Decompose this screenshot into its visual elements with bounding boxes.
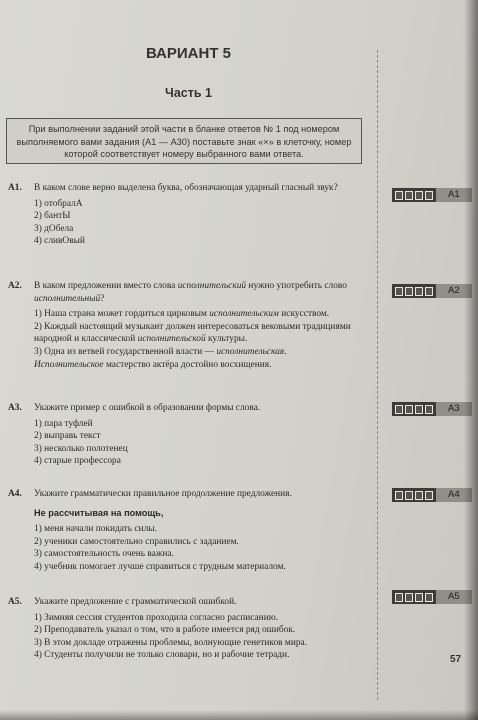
sentence-start: Не рассчитывая на помощь,: [34, 507, 164, 518]
margin-divider: [377, 50, 378, 700]
question-text: Укажите пример с ошибкой в образовании формы слова.: [34, 403, 261, 413]
option: 4) старые профессора: [34, 456, 121, 467]
option: 1) отобралА: [34, 198, 83, 209]
answer-cells[interactable]: [392, 188, 436, 202]
question-number: А5.: [8, 597, 22, 607]
question-a2: [8, 280, 370, 371]
option: 2) бантЫ: [34, 211, 71, 222]
question-text: В каком слове верно выделена буква, обозначающая ударный гласный звук?: [34, 183, 338, 193]
question-number: А2.: [8, 281, 22, 291]
option: 3) дОбела: [34, 223, 74, 234]
option: 1) Зимняя сессия студентов проходила согласно расписанию.: [34, 612, 279, 623]
option: 3) самостоятельность очень важна.: [34, 549, 174, 560]
page-number: 57: [450, 654, 462, 665]
option: 3) В этом докладе отражены проблемы, волнующие генетиков мира.: [34, 637, 308, 648]
option: 3) Одна из ветвей государственной власти — исполнительская.: [34, 346, 287, 357]
question-a5: [8, 596, 370, 662]
answer-label: A1: [436, 188, 472, 202]
option: 4) сливОвый: [34, 236, 85, 247]
answer-box-a1[interactable]: [392, 188, 472, 202]
option: 4) Студенты получили не только словари, но и рабочие тетради.: [34, 650, 290, 661]
answer-box-a3[interactable]: [392, 402, 472, 416]
question-text: Укажите грамматически правильное продолжение предложения.: [34, 489, 292, 499]
question-number: А4.: [8, 489, 22, 499]
option: 1) Наша страна может гордиться цирковым исполнительским искусством.: [34, 309, 330, 320]
answer-label: A3: [436, 402, 472, 416]
option: 2) Каждый настоящий музыкант должен интересоваться вековыми традициями народной и классической исполнительской культуры.: [34, 321, 351, 345]
option: 2) Преподаватель указал о том, что в работе имеется ряд ошибок.: [34, 625, 296, 636]
option: 1) меня начали покидать силы.: [34, 524, 157, 535]
instructions-box: При выполнении заданий этой части в бланке ответов № 1 под номером выполняемого вами задания (А1 — А30) поставьте знак «×» в клеточку, номер которой соответствует номеру выбранного вами ответа.: [6, 118, 362, 164]
variant-title: ВАРИАНТ 5: [145, 45, 232, 62]
answer-label: A2: [436, 284, 472, 298]
answer-label: A4: [436, 488, 472, 502]
question-a1: [8, 182, 370, 248]
question-text: Укажите предложение с грамматической ошибкой.: [34, 597, 237, 607]
answer-cells[interactable]: [392, 402, 436, 416]
answer-cells[interactable]: [392, 284, 436, 298]
question-text: В каком предложении вместо слова исполнительский нужно употребить слово исполнительный?: [34, 281, 347, 304]
part-title: Часть 1: [165, 86, 212, 100]
option: Исполнительское мастерство актёра достойно восхищения.: [34, 359, 272, 370]
option: 2) ученики самостоятельно справились с заданием.: [34, 536, 239, 547]
question-number: А1.: [8, 183, 22, 193]
question-a4: [8, 488, 370, 574]
answer-box-a5[interactable]: [392, 590, 472, 604]
page-bottom-shadow: [0, 710, 478, 720]
option: 2) выправь текст: [34, 431, 101, 442]
answer-cells[interactable]: [392, 488, 436, 502]
option: 1) пара туфлей: [34, 418, 93, 429]
option: 3) несколько полотенец: [34, 443, 128, 454]
answer-box-a2[interactable]: [392, 284, 472, 298]
option: 4) учебник помогает лучше справиться с трудным материалом.: [34, 561, 286, 572]
answer-box-a4[interactable]: [392, 488, 472, 502]
question-a3: [8, 402, 370, 468]
question-number: А3.: [8, 403, 22, 413]
answer-label: A5: [436, 590, 472, 604]
answer-cells[interactable]: [392, 590, 436, 604]
page-edge-shadow: [464, 0, 478, 720]
